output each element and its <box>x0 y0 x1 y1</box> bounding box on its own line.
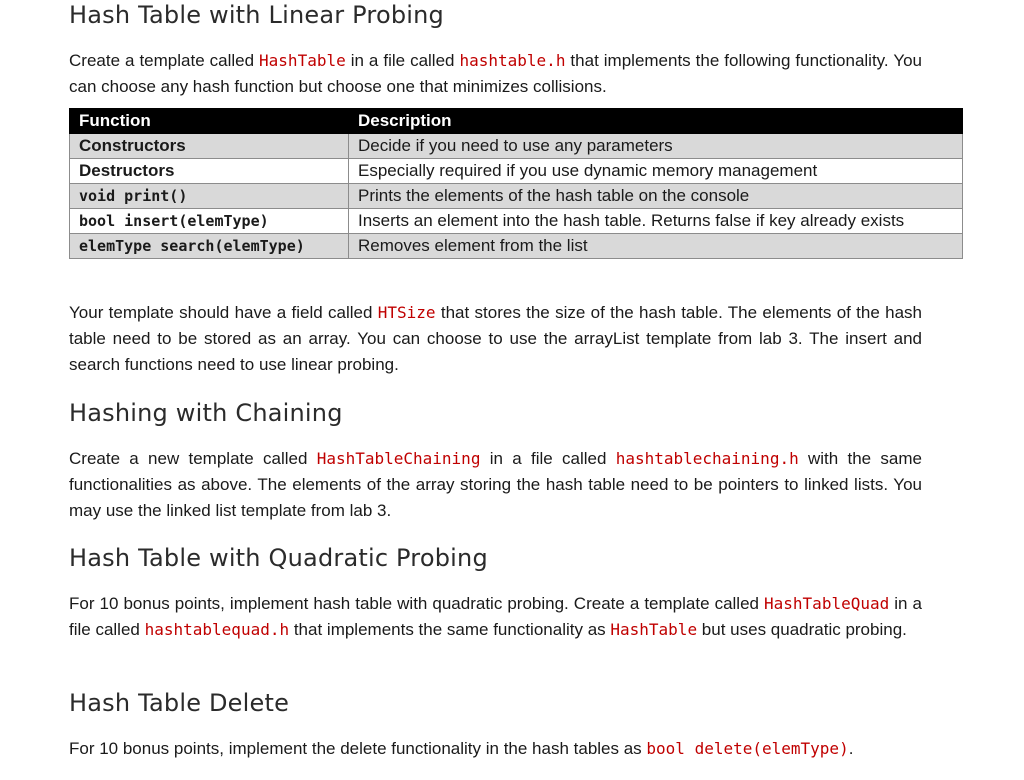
code-hashtablequad: HashTableQuad <box>764 594 890 613</box>
description-cell: Decide if you need to use any parameters <box>349 134 963 159</box>
code-bool-delete: bool delete(elemType) <box>646 739 849 758</box>
table-row <box>70 159 963 184</box>
code-hashtablechaining-h: hashtablechaining.h <box>615 449 799 468</box>
function-cell: elemType search(elemType) <box>70 234 349 259</box>
table-row <box>70 184 963 209</box>
chaining-paragraph <box>69 446 922 524</box>
code-hashtable: HashTable <box>259 51 346 70</box>
delete-text-1: For 10 bonus points, implement the delete functionality in the hash tables as <box>69 739 647 758</box>
code-hashtable-ref: HashTable <box>610 620 698 639</box>
header-function: Function <box>70 109 349 134</box>
htsize-text-2: that stores the size of the hash table. The elements of the hash table need to be stored as an array. You can choose to use the arrayList template from lab 3. The insert and search functions need to use linear probing. <box>69 303 922 374</box>
heading-quadratic-probing: Hash Table with Quadratic Probing <box>69 544 488 572</box>
linear-intro-text-2: in a file called <box>345 51 460 70</box>
linear-intro-text-3: that implements the following functionality. You can choose any hash function but choose one that minimizes collisions. <box>69 51 923 96</box>
function-cell: void print() <box>70 184 349 209</box>
code-htsize: HTSize <box>377 303 436 322</box>
description-cell: Especially required if you use dynamic memory management <box>349 159 963 184</box>
htsize-text-1: Your template should have a field called <box>69 303 378 322</box>
quadratic-text-1: For 10 bonus points, implement hash table with quadratic probing. Create a template called <box>69 594 765 613</box>
chaining-text-2: in a file called <box>480 449 616 468</box>
table-row <box>70 134 963 159</box>
description-cell: Inserts an element into the hash table. Returns false if key already exists <box>349 209 963 234</box>
chaining-text-1: Create a new template called <box>69 449 317 468</box>
code-hashtablequad-h: hashtablequad.h <box>144 620 290 639</box>
code-hashtable-h: hashtable.h <box>459 51 566 70</box>
header-description: Description <box>349 109 963 134</box>
quadratic-paragraph <box>69 591 922 643</box>
linear-intro-text-1: Create a template called <box>69 51 260 70</box>
quadratic-text-2: in a file called <box>69 594 922 639</box>
chaining-text-3: with the same functionalities as above. The elements of the array storing the hash table need to be pointers to linked lists. You may use the linked list template from lab 3. <box>69 449 922 520</box>
function-cell: Destructors <box>70 159 349 184</box>
delete-paragraph <box>69 736 922 762</box>
heading-linear-probing: Hash Table with Linear Probing <box>69 1 444 29</box>
heading-delete: Hash Table Delete <box>69 689 290 717</box>
table-row <box>70 209 963 234</box>
description-cell: Removes element from the list <box>349 234 963 259</box>
quadratic-text-3: that implements the same functionality as <box>289 620 611 639</box>
function-cell: Constructors <box>70 134 349 159</box>
description-cell: Prints the elements of the hash table on the console <box>349 184 963 209</box>
delete-text-2: . <box>848 739 854 758</box>
code-hashtablechaining: HashTableChaining <box>316 449 481 468</box>
heading-chaining: Hashing with Chaining <box>69 399 343 427</box>
table-header-row <box>70 109 963 134</box>
table-row <box>70 234 963 259</box>
function-cell: bool insert(elemType) <box>70 209 349 234</box>
linear-intro-paragraph <box>69 48 922 100</box>
quadratic-text-4: but uses quadratic probing. <box>697 620 907 639</box>
function-table <box>69 108 963 259</box>
htsize-paragraph <box>69 300 922 378</box>
